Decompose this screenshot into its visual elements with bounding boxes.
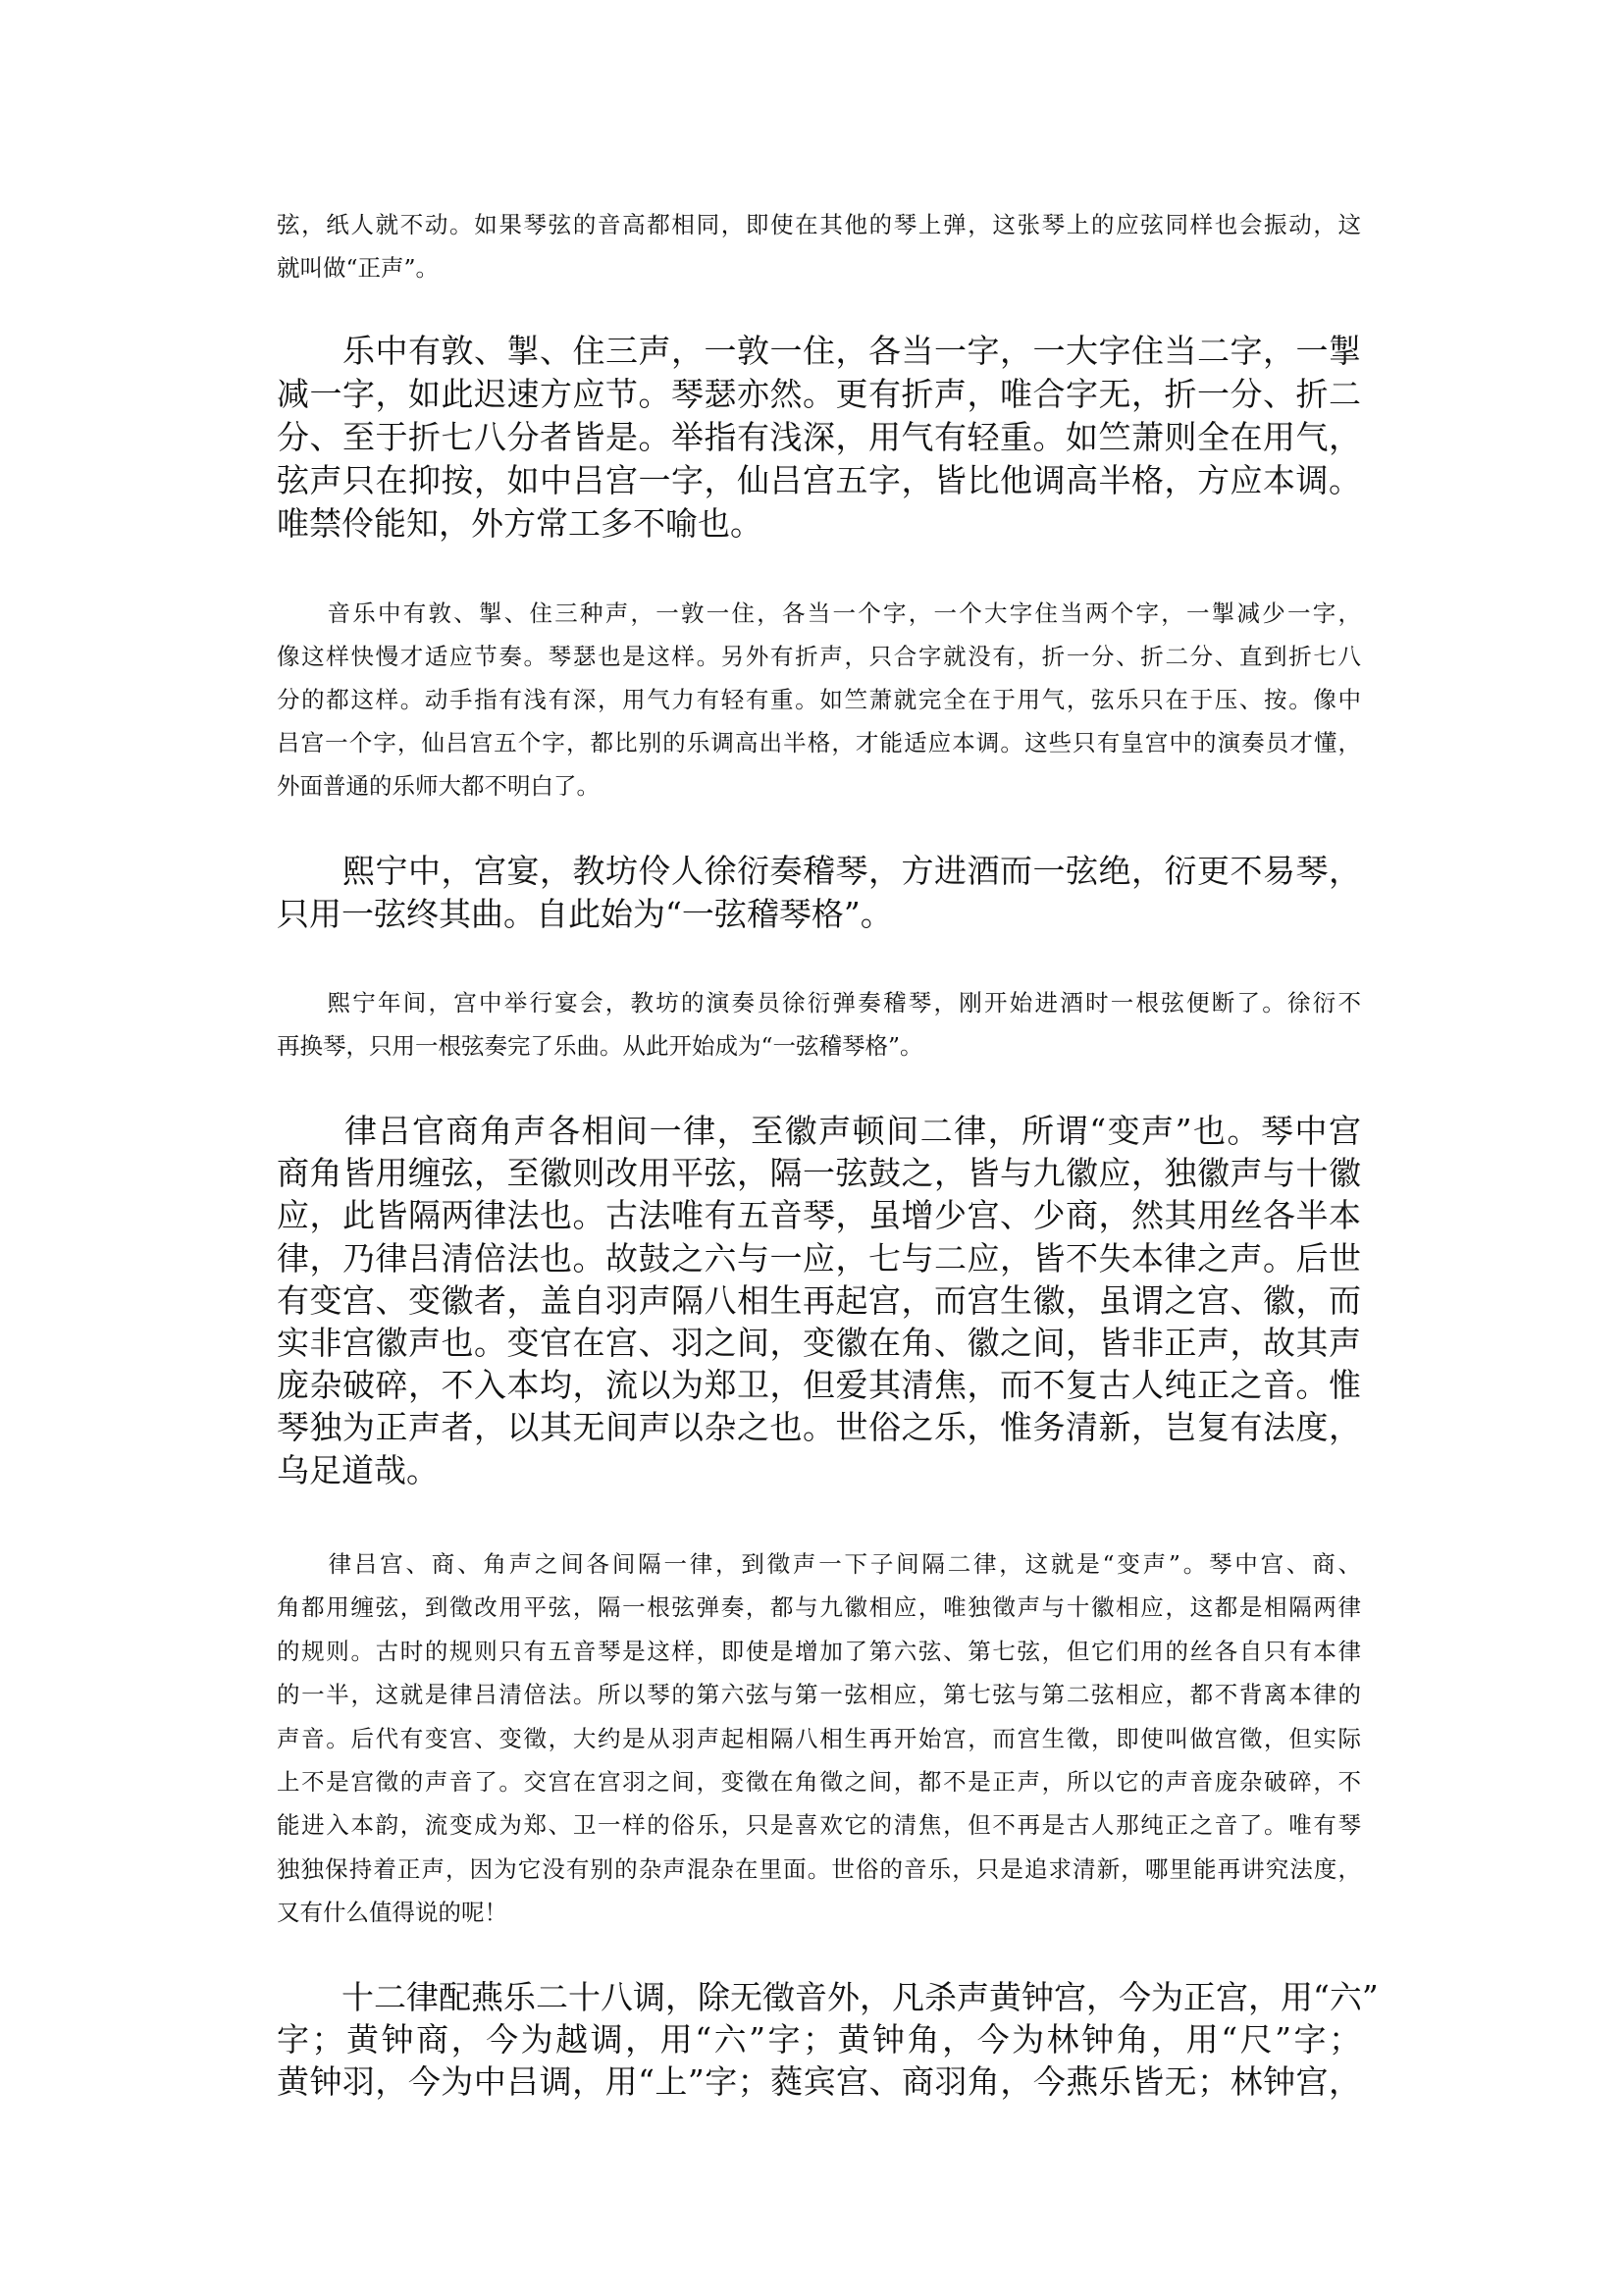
text-line: 再换琴，只用一根弦奏完了乐曲。从此开始成为“一弦稽琴格”。 (277, 1032, 923, 1060)
text-line: 的一半，这就是律吕清倍法。所以琴的第六弦与第一弦相应，第七弦与第二弦相应，都不背离本律的 (277, 1681, 1361, 1709)
text-line: 实非宫徽声也。变官在宫、羽之间，变徽在角、徽之间，皆非正声，故其声 (277, 1323, 1361, 1362)
paragraph-original-3 (277, 1110, 1361, 1491)
paragraph-translation-1 (277, 203, 1361, 289)
paragraph-original-4 (277, 1976, 1379, 2103)
text-line: 黄钟羽，今为中吕调，用“上”字；蕤宾宫、商羽角，今燕乐皆无；林钟宫， (277, 2062, 1361, 2101)
text-line: 乌足道哉。 (277, 1450, 439, 1489)
paragraph-original-1 (277, 330, 1361, 546)
paragraph-original-2 (277, 850, 1361, 936)
paragraph-translation-3 (277, 981, 1361, 1068)
text-line: 律吕宫、商、角声之间各间隔一律，到徵声一下子间隔二律，这就是“变声”。琴中宫、商、 (277, 1550, 1361, 1578)
text-line: 外面普通的乐师大都不明白了。 (277, 772, 600, 800)
text-line: 字；黄钟商，今为越调，用“六”字；黄钟角，今为林钟角，用“尺”字； (277, 2020, 1361, 2059)
text-line: 音乐中有敦、掣、住三种声，一敦一住，各当一个字，一个大字住当两个字，一掣减少一字， (277, 600, 1361, 627)
text-line: 吕宫一个字，仙吕宫五个字，都比别的乐调高出半格，才能适应本调。这些只有皇宫中的演奏员才懂， (277, 729, 1361, 756)
text-line: 就叫做“正声”。 (277, 254, 440, 282)
text-line: 分的都这样。动手指有浅有深，用气力有轻有重。如竺萧就完全在于用气，弦乐只在于压、按。像中 (277, 686, 1361, 713)
text-line: 应，此皆隔两律法也。古法唯有五音琴，虽增少宫、少商，然其用丝各半本 (277, 1196, 1361, 1235)
text-line: 乐中有敦、掣、住三声，一敦一住，各当一字，一大字住当二字，一掣 (277, 332, 1361, 370)
text-line: 减一字，如此迟速方应节。琴瑟亦然。更有折声，唯合字无，折一分、折二 (277, 375, 1361, 413)
text-line: 弦声只在抑按，如中吕宫一字，仙吕宫五字，皆比他调高半格，方应本调。 (277, 461, 1361, 499)
text-line: 的规则。古时的规则只有五音琴是这样，即使是增加了第六弦、第七弦，但它们用的丝各自只有本律 (277, 1637, 1361, 1665)
text-line: 有变宫、变徽者，盖自羽声隔八相生再起宫，而宫生徽，虽谓之宫、徽，而 (277, 1280, 1361, 1320)
text-line: 声音。后代有变宫、变徵，大约是从羽声起相隔八相生再开始宫，而宫生徵，即使叫做宫徵，但实际 (277, 1724, 1361, 1752)
text-line: 弦，纸人就不动。如果琴弦的音高都相同，即使在其他的琴上弹，这张琴上的应弦同样也会振动，这 (277, 211, 1361, 238)
paragraph-translation-4 (277, 1542, 1361, 1935)
text-line: 律，乃律吕清倍法也。故鼓之六与一应，七与二应，皆不失本律之声。后世 (277, 1238, 1361, 1277)
text-line: 唯禁伶能知，外方常工多不喻也。 (277, 504, 762, 543)
paragraph-translation-2 (277, 592, 1361, 808)
text-line: 熙宁年间，宫中举行宴会，教坊的演奏员徐衍弹奏稽琴，刚开始进酒时一根弦便断了。徐衍不 (277, 989, 1361, 1017)
text-line: 十二律配燕乐二十八调，除无徵音外，凡杀声黄钟宫，今为正宫，用“六” (277, 1978, 1379, 2016)
text-line: 又有什么值得说的呢！ (277, 1899, 507, 1927)
text-line: 上不是宫徵的声音了。交宫在宫羽之间，变徵在角徵之间，都不是正声，所以它的声音庞杂破碎，不 (277, 1767, 1361, 1796)
text-line: 琴独为正声者，以其无间声以杂之也。世俗之乐，惟务清新，岂复有法度， (277, 1408, 1361, 1447)
text-line: 律吕官商角声各相间一律，至徽声顿间二律，所谓“变声”也。琴中宫 (277, 1112, 1361, 1150)
text-line: 庞杂破碎，不入本均，流以为郑卫，但爱其清焦，而不复古人纯正之音。惟 (277, 1366, 1361, 1405)
text-line: 角都用缠弦，到徵改用平弦，隔一根弦弹奏，都与九徽相应，唯独徵声与十徽相应，这都是相隔两律 (277, 1593, 1361, 1622)
text-line: 只用一弦终其曲。自此始为“一弦稽琴格”。 (277, 895, 893, 933)
text-line: 像这样快慢才适应节奏。琴瑟也是这样。另外有折声，只合字就没有，折一分、折二分、直到折七八 (277, 643, 1361, 670)
text-line: 熙宁中，宫宴，教坊伶人徐衍奏稽琴，方进酒而一弦绝，衍更不易琴， (277, 852, 1361, 890)
text-line: 能进入本韵，流变成为郑、卫一样的俗乐，只是喜欢它的清焦，但不再是古人那纯正之音了。唯有琴 (277, 1811, 1361, 1840)
text-line: 独独保持着正声，因为它没有别的杂声混杂在里面。世俗的音乐，只是追求清新，哪里能再讲究法度， (277, 1854, 1361, 1883)
text-line: 商角皆用缠弦，至徽则改用平弦，隔一弦鼓之，皆与九徽应，独徽声与十徽 (277, 1154, 1361, 1193)
text-line: 分、至于折七八分者皆是。举指有浅深，用气有轻重。如竺萧则全在用气， (277, 418, 1361, 456)
